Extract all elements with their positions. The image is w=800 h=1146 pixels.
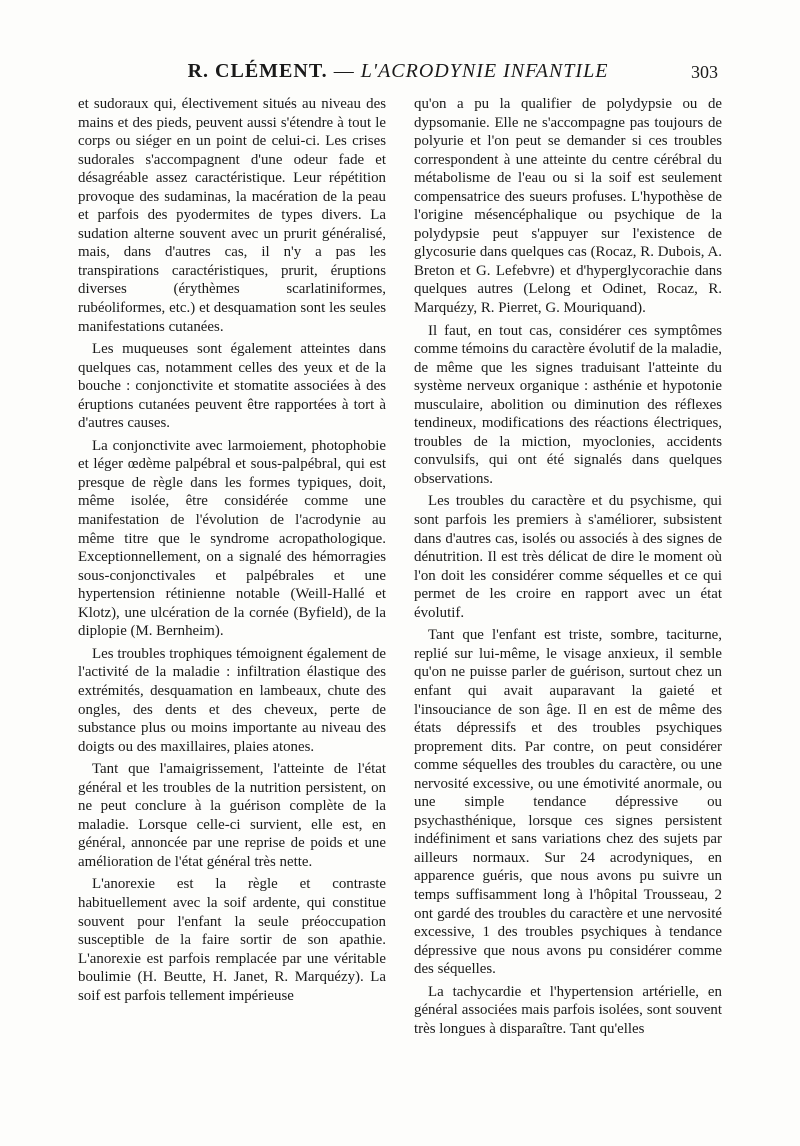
left-column: [78, 95, 386, 1009]
paragraph: Il faut, en tout cas, considérer ces symptômes comme témoins du caractère évolutif de la maladie, de même que les signes traduisant l'atteinte du système nerveux organique : asthénie et hypotonie musculaire, abolition ou diminution des réflexes tendineux, modifications des réactions électriques, troubles de la miction, myoclonies, accidents convulsifs, qui ont été signalés dans quelques observations.: [414, 322, 722, 487]
paragraph: La tachycardie et l'hypertension artérielle, en général associées mais parfois isolées, sont souvent très longues à disparaître. Tant qu'elles: [414, 983, 722, 1037]
paragraph: et sudoraux qui, électivement situés au niveau des mains et des pieds, peuvent aussi s'étendre à tout le corps ou siéger en un point de celui-ci. Les crises sudorales s'accompagnent d'une odeur fade et désagréable assez caractéristique. Leur répétition provoque des sudaminas, la macération de la peau et parfois des pyodermites de types divers. La sudation alterne souvent avec un prurit généralisé, mais, dans d'autres cas, il n'y a pas les transpirations caractéristiques, prurit, éruptions diverses (érythèmes scarlatiniformes, rubéoliformes, etc.) et desquamation sont les seules manifestations cutanées.: [78, 96, 386, 335]
paragraph: L'anorexie est la règle et contraste habituellement avec la soif ardente, qui constitue souvent pour l'enfant la seule préoccupation susceptible de la faire sortir de son apathie. L'anorexie est parfois remplacée par une véritable boulimie (H. Beutte, H. Janet, R. Marquézy). La soif est parfois tellement impérieuse: [78, 876, 386, 1004]
paragraph: Les muqueuses sont également atteintes dans quelques cas, notamment celles des yeux et de la bouche : conjonctivite et stomatite associées à des éruptions cutanées peuvent être rapportées à tort à d'autres causes.: [78, 341, 386, 432]
running-header: [78, 60, 718, 90]
paragraph: Tant que l'enfant est triste, sombre, taciturne, replié sur lui-même, le visage anxieux, il semble qu'on ne puisse parler de guérison, surtout chez un enfant qui avait auparavant la gaieté et l'insouciance de son âge. Il en est de même des états dépressifs et des troubles psychiques proprement dits. Par contre, on peut considérer comme séquelles des troubles du caractère, ou une nervosité excessive, ou une émotivité anormale, ou une simple tendance dépressive ou psychasthénique, lorsque ces signes persistent indéfiniment et sans variations chez des sujets par ailleurs normaux. Sur 24 acrodyniques, en apparence guéris, que nous avons pu suivre un temps suffisamment long à l'hôpital Trousseau, 2 ont gardé des troubles du caractère et une nervosité excessive, 1 des troubles psychiques à tendance dépressive que nous avons pu considérer comme des séquelles.: [414, 627, 722, 978]
paragraph: Les troubles du caractère et du psychisme, qui sont parfois les premiers à s'améliorer, subsistent dans d'autres cas, isolés ou associés à des signes de dénutrition. Il est très délicat de dire le moment où l'on doit les considérer comme séquelles et ce qui permet de les croire en rapport avec un état évolutif.: [414, 493, 722, 621]
header-separator: —: [327, 60, 361, 82]
page-number: 303: [691, 62, 718, 82]
paragraph: La conjonctivite avec larmoiement, photophobie et léger œdème palpébral et sous-palpébral, qui est presque de règle dans les formes typiques, doit, même isolée, être considérée comme une manifestation de l'évolution de l'acrodynie au même titre que le syndrome acropathologique. Exceptionnellement, on a signalé des hémorragies sous-conjonctivales et palpébrales et une hypertension rétinienne notable (Weill-Hallé et Klotz), une ulcération de la cornée (Byfield), de la diplopie (M. Bernheim).: [78, 437, 386, 640]
paragraph: qu'on a pu la qualifier de polydypsie ou de dypsomanie. Elle ne s'accompagne pas toujours de polyurie et l'on peut se demander si ces troubles correspondent à une atteinte du centre cérébral du métabolisme de l'eau ou si la soif est seulement compensatrice des sueurs profuses. L'hypothèse de l'origine mésencéphalique ou psychique de la polydypsie peut s'appuyer sur l'existence de glycosurie dans quelques cas (Rocaz, R. Dubois, A. Breton et G. Lefebvre) et d'hyperglycorachie dans quelques autres (Lelong et Odinet, Rocaz, R. Marquézy, R. Pierret, G. Mouriquand).: [414, 96, 722, 317]
right-column: [414, 95, 722, 1042]
header-title: L'ACRODYNIE INFANTILE: [360, 60, 609, 82]
running-title: [78, 60, 718, 83]
paragraph: Tant que l'amaigrissement, l'atteinte de l'état général et les troubles de la nutrition persistent, on ne peut conclure à la guérison complète de la maladie. Lorsque celle-ci survient, elle est, en général, annoncée par une reprise de poids et une amélioration de l'état général très nette.: [78, 761, 386, 870]
paragraph: Les troubles trophiques témoignent également de l'activité de la maladie : infiltration élastique des extrémités, desquamation en lambeaux, chute des ongles, des dents et des cheveux, perte de substance plus ou moins importante au niveau des doigts ou des maxillaires, plaies atones.: [78, 645, 386, 755]
header-author: R. CLÉMENT.: [187, 60, 328, 82]
